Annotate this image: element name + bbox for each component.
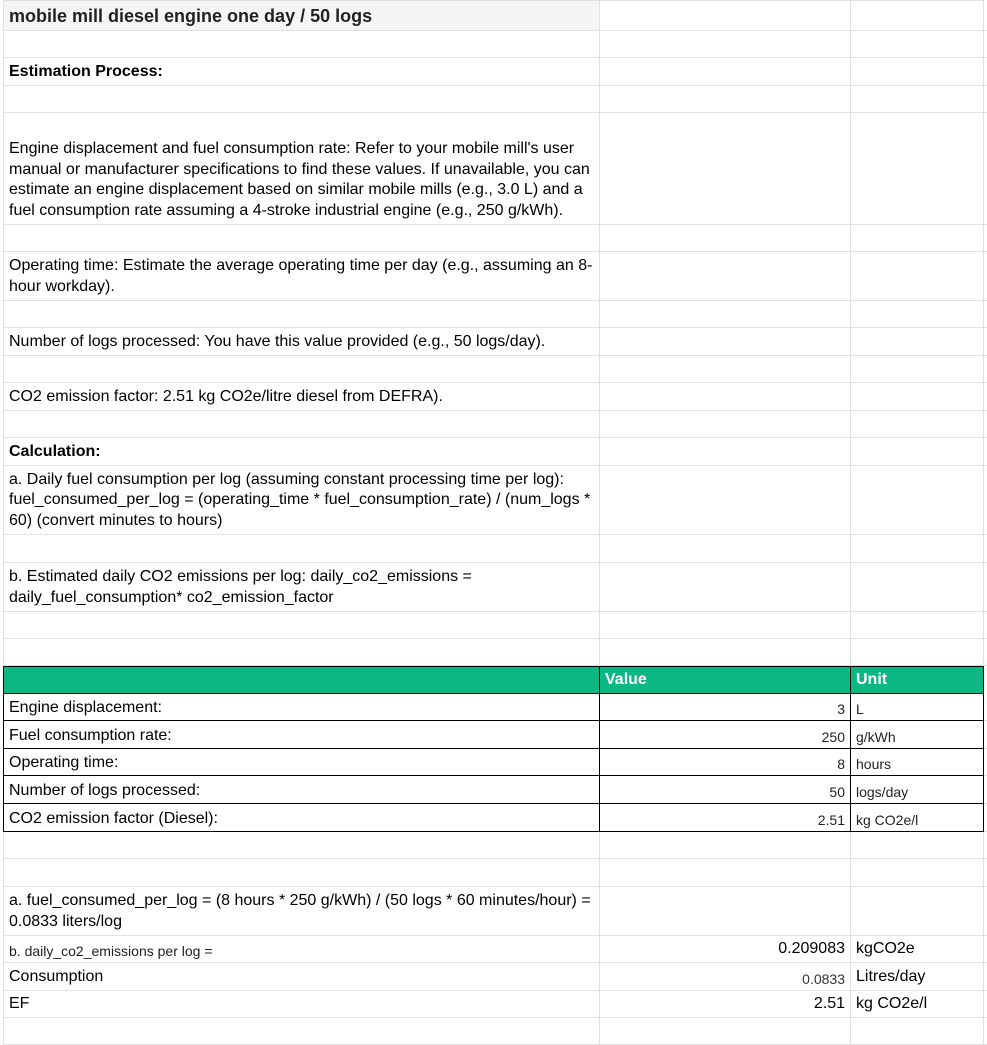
row-empty bbox=[0, 301, 987, 328]
row-estimation-heading bbox=[0, 58, 987, 86]
cell-empty[interactable] bbox=[600, 252, 851, 301]
cell-empty[interactable] bbox=[851, 887, 984, 936]
row-logs-paragraph bbox=[0, 328, 987, 356]
cell-empty[interactable] bbox=[600, 535, 851, 563]
cell-empty[interactable] bbox=[851, 31, 984, 58]
result-value: 0.209083 bbox=[778, 939, 845, 957]
cell-empty[interactable] bbox=[600, 887, 851, 936]
result-label: Consumption bbox=[9, 967, 104, 985]
header-unit-label: Unit bbox=[856, 670, 888, 688]
param-label: Fuel consumption rate: bbox=[9, 727, 172, 744]
table-row bbox=[0, 804, 987, 832]
cell-empty[interactable] bbox=[851, 252, 984, 301]
table-row bbox=[0, 721, 987, 749]
cell-empty[interactable] bbox=[600, 0, 851, 31]
cell-empty[interactable] bbox=[600, 859, 851, 887]
result-value-cell[interactable] bbox=[600, 991, 851, 1018]
row-calc-a bbox=[0, 466, 987, 535]
param-unit-cell[interactable] bbox=[851, 721, 984, 749]
row-result-a bbox=[0, 887, 987, 936]
table-row bbox=[0, 749, 987, 776]
cell-empty[interactable] bbox=[3, 86, 600, 113]
cell-empty[interactable] bbox=[600, 466, 851, 535]
cell-empty[interactable] bbox=[3, 612, 600, 639]
cell-empty[interactable] bbox=[3, 356, 600, 383]
cell-empty[interactable] bbox=[600, 563, 851, 612]
cell-empty[interactable] bbox=[851, 466, 984, 535]
header-cell-unit[interactable] bbox=[851, 666, 984, 694]
cell-empty[interactable] bbox=[851, 535, 984, 563]
param-value: 8 bbox=[837, 756, 845, 772]
cell-empty[interactable] bbox=[851, 859, 984, 887]
result-unit: Litres/day bbox=[856, 967, 926, 985]
cell-empty[interactable] bbox=[600, 58, 851, 86]
row-engine-paragraph bbox=[0, 113, 987, 225]
row-empty bbox=[0, 535, 987, 563]
cell-empty[interactable] bbox=[851, 383, 984, 411]
param-unit: kg CO2e/l bbox=[856, 812, 919, 828]
cell-estimation-heading[interactable] bbox=[3, 58, 600, 86]
cell-empty[interactable] bbox=[3, 301, 600, 328]
table-row bbox=[0, 694, 987, 721]
cell-calc-a[interactable] bbox=[3, 466, 600, 535]
cell-operating-paragraph[interactable] bbox=[3, 252, 600, 301]
cell-result-a[interactable] bbox=[3, 887, 600, 936]
cell-empty[interactable] bbox=[600, 225, 851, 252]
cell-empty[interactable] bbox=[600, 383, 851, 411]
co2-paragraph: CO2 emission factor: 2.51 kg CO2e/litre diesel from DEFRA). bbox=[9, 387, 443, 405]
param-label-cell[interactable] bbox=[3, 694, 600, 721]
cell-empty[interactable] bbox=[851, 301, 984, 328]
cell-empty[interactable] bbox=[851, 639, 984, 666]
logs-paragraph: Number of logs processed: You have this value provided (e.g., 50 logs/day). bbox=[9, 332, 546, 350]
result-value-cell[interactable] bbox=[600, 936, 851, 963]
param-unit-cell[interactable] bbox=[851, 694, 984, 721]
param-value: 3 bbox=[837, 701, 845, 717]
row-title bbox=[0, 0, 987, 31]
result-row bbox=[0, 991, 987, 1018]
cell-calc-b[interactable] bbox=[3, 563, 600, 612]
header-cell-value[interactable] bbox=[600, 666, 851, 694]
header-cell-label[interactable] bbox=[3, 666, 600, 694]
param-label-cell[interactable] bbox=[3, 721, 600, 749]
result-unit-cell[interactable] bbox=[851, 991, 984, 1018]
cell-empty[interactable] bbox=[600, 832, 851, 859]
cell-empty[interactable] bbox=[3, 31, 600, 58]
cell-empty[interactable] bbox=[3, 535, 600, 563]
cell-empty[interactable] bbox=[600, 356, 851, 383]
sheet-title: mobile mill diesel engine one day / 50 logs bbox=[9, 6, 373, 26]
row-operating-paragraph bbox=[0, 252, 987, 301]
cell-empty[interactable] bbox=[851, 328, 984, 356]
cell-calculation-heading[interactable] bbox=[3, 438, 600, 466]
row-empty bbox=[0, 1018, 987, 1045]
row-empty bbox=[0, 859, 987, 887]
result-label: b. daily_co2_emissions per log = bbox=[9, 943, 213, 959]
parameter-table-header bbox=[0, 666, 987, 694]
cell-empty[interactable] bbox=[600, 31, 851, 58]
operating-paragraph: Operating time: Estimate the average operating time per day (e.g., assuming an 8-hour workday). bbox=[9, 257, 593, 295]
param-value: 2.51 bbox=[817, 812, 845, 828]
cell-empty[interactable] bbox=[851, 113, 984, 225]
row-empty bbox=[0, 31, 987, 58]
cell-empty[interactable] bbox=[851, 438, 984, 466]
param-value-cell[interactable] bbox=[600, 749, 851, 776]
param-unit: L bbox=[856, 701, 864, 717]
cell-empty[interactable] bbox=[600, 86, 851, 113]
cell-empty[interactable] bbox=[600, 113, 851, 225]
cell-empty[interactable] bbox=[851, 86, 984, 113]
row-empty bbox=[0, 832, 987, 859]
row-co2-paragraph bbox=[0, 383, 987, 411]
cell-empty[interactable] bbox=[851, 356, 984, 383]
param-unit: logs/day bbox=[856, 784, 909, 800]
cell-empty[interactable] bbox=[851, 0, 984, 31]
row-calculation-heading bbox=[0, 438, 987, 466]
cell-empty[interactable] bbox=[851, 832, 984, 859]
param-value-cell[interactable] bbox=[600, 776, 851, 804]
cell-empty[interactable] bbox=[3, 1018, 600, 1045]
cell-empty[interactable] bbox=[851, 1018, 984, 1045]
cell-empty[interactable] bbox=[851, 225, 984, 252]
cell-empty[interactable] bbox=[600, 639, 851, 666]
cell-empty[interactable] bbox=[851, 563, 984, 612]
param-unit-cell[interactable] bbox=[851, 749, 984, 776]
result-unit: kgCO2e bbox=[856, 939, 915, 957]
param-label-cell[interactable] bbox=[3, 776, 600, 804]
param-value-cell[interactable] bbox=[600, 721, 851, 749]
row-empty bbox=[0, 411, 987, 438]
cell-empty[interactable] bbox=[851, 411, 984, 438]
result-unit-cell[interactable] bbox=[851, 963, 984, 991]
result-value-cell[interactable] bbox=[600, 963, 851, 991]
cell-empty[interactable] bbox=[851, 612, 984, 639]
param-value-cell[interactable] bbox=[600, 694, 851, 721]
param-value-cell[interactable] bbox=[600, 804, 851, 832]
param-unit-cell[interactable] bbox=[851, 776, 984, 804]
row-empty bbox=[0, 225, 987, 252]
param-label: CO2 emission factor (Diesel): bbox=[9, 810, 218, 827]
result-a-text: a. fuel_consumed_per_log = (8 hours * 250 g/kWh) / (50 logs * 60 minutes/hour) = 0.0833 liters/log bbox=[9, 892, 591, 930]
header-value-label: Value bbox=[605, 670, 647, 688]
result-unit-cell[interactable] bbox=[851, 936, 984, 963]
cell-empty[interactable] bbox=[3, 859, 600, 887]
table-row bbox=[0, 776, 987, 804]
result-label-cell[interactable] bbox=[3, 991, 600, 1018]
result-label-cell[interactable] bbox=[3, 936, 600, 963]
cell-empty[interactable] bbox=[600, 1018, 851, 1045]
result-value: 2.51 bbox=[813, 994, 845, 1012]
result-row bbox=[0, 936, 987, 963]
cell-empty[interactable] bbox=[3, 411, 600, 438]
param-unit: g/kWh bbox=[856, 729, 896, 745]
cell-engine-paragraph[interactable] bbox=[3, 113, 600, 225]
row-empty bbox=[0, 612, 987, 639]
param-label: Operating time: bbox=[9, 754, 119, 771]
row-empty bbox=[0, 639, 987, 666]
cell-empty[interactable] bbox=[851, 58, 984, 86]
cell-logs-paragraph[interactable] bbox=[3, 328, 600, 356]
cell-title[interactable] bbox=[3, 0, 600, 31]
estimation-heading: Estimation Process: bbox=[9, 62, 163, 80]
result-label-cell[interactable] bbox=[3, 963, 600, 991]
calc-b-text: b. Estimated daily CO2 emissions per log: daily_co2_emissions = daily_fuel_consumption* co2_emission_factor bbox=[9, 568, 472, 606]
cell-empty[interactable] bbox=[600, 612, 851, 639]
row-calc-b bbox=[0, 563, 987, 612]
param-label-cell[interactable] bbox=[3, 804, 600, 832]
param-label: Engine displacement: bbox=[9, 699, 162, 716]
result-unit: kg CO2e/l bbox=[856, 994, 928, 1012]
calculation-heading: Calculation: bbox=[9, 442, 101, 460]
cell-empty[interactable] bbox=[600, 328, 851, 356]
row-empty bbox=[0, 86, 987, 113]
param-unit: hours bbox=[856, 756, 892, 772]
engine-paragraph: Engine displacement and fuel consumption rate: Refer to your mobile mill's user manual or manufacturer specifications to find these values. If unavailable, you can estimate an engine displacement based on similar mobile mills (e.g., 3.0 L) and a fuel consumption rate assuming a 4-stroke industrial engine (e.g., 250 g/kWh). bbox=[9, 140, 590, 219]
param-label-cell[interactable] bbox=[3, 749, 600, 776]
param-value: 50 bbox=[829, 784, 845, 800]
result-row bbox=[0, 963, 987, 991]
param-value: 250 bbox=[821, 729, 845, 745]
calc-a-text: a. Daily fuel consumption per log (assuming constant processing time per log): fuel_consumed_per_log = (operating_time * fuel_consumption_rate) / (num_logs * 60) (convert minutes to hours) bbox=[9, 470, 591, 529]
cell-empty[interactable] bbox=[600, 438, 851, 466]
param-label: Number of logs processed: bbox=[9, 782, 201, 799]
param-unit-cell[interactable] bbox=[851, 804, 984, 832]
cell-co2-paragraph[interactable] bbox=[3, 383, 600, 411]
cell-empty[interactable] bbox=[3, 225, 600, 252]
result-value: 0.0833 bbox=[802, 971, 845, 987]
cell-empty[interactable] bbox=[3, 832, 600, 859]
cell-empty[interactable] bbox=[600, 301, 851, 328]
row-empty bbox=[0, 356, 987, 383]
result-label: EF bbox=[9, 994, 30, 1012]
cell-empty[interactable] bbox=[3, 639, 600, 666]
cell-empty[interactable] bbox=[600, 411, 851, 438]
